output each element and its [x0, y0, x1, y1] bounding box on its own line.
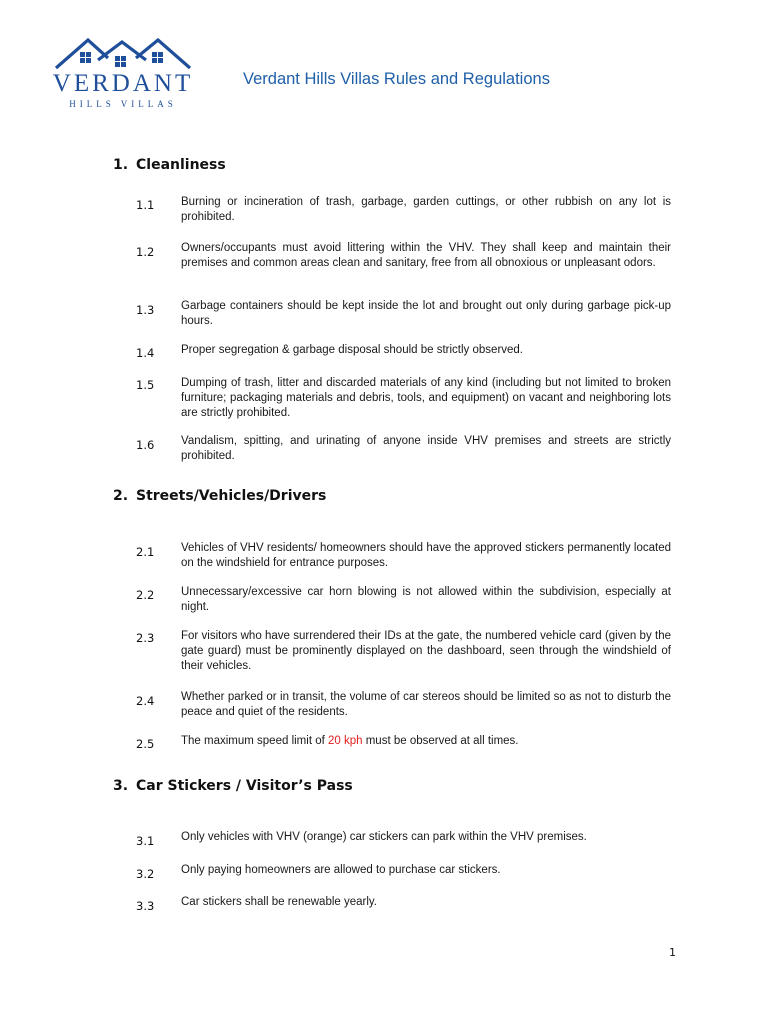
rule-text	[181, 734, 671, 749]
section-heading-streets	[113, 488, 326, 504]
section-number: 2.	[113, 488, 129, 504]
section-number: 3.	[113, 778, 129, 794]
rule-number: 1.3	[136, 303, 155, 317]
rule-text: Vehicles of VHV residents/ homeowners should have the approved stickers permanently located on the windshield for entrance purposes.	[181, 542, 671, 569]
section-heading-cleanliness	[113, 157, 226, 173]
speed-limit-highlight: 20 kph	[328, 735, 363, 747]
section-title: Car Stickers / Visitor’s Pass	[136, 778, 353, 794]
document-title: Verdant Hills Villas Rules and Regulations	[243, 70, 550, 88]
rule-text-end: must be observed at all times.	[362, 735, 519, 747]
rule-text: Only vehicles with VHV (orange) car stickers can park within the VHV premises.	[181, 831, 587, 843]
rule-number: 3.1	[136, 834, 155, 848]
rule-text: Burning or incineration of trash, garbage, garden cuttings, or other rubbish on any lot is prohibited.	[181, 196, 671, 223]
rule-number: 2.5	[136, 737, 155, 751]
section-title: Streets/Vehicles/Drivers	[136, 488, 327, 504]
rule-number: 2.1	[136, 545, 155, 559]
rule-text: Car stickers shall be renewable yearly.	[181, 896, 378, 908]
rule-number: 1.1	[136, 198, 155, 212]
rule-number: 3.3	[136, 899, 155, 913]
rule-text: Whether parked or in transit, the volume of car stereos should be limited so as not to disturb the peace and quiet of the residents.	[181, 691, 671, 718]
rule-number: 3.2	[136, 867, 155, 881]
rule-number: 2.4	[136, 694, 155, 708]
rule-text: Proper segregation & garbage disposal should be strictly observed.	[181, 344, 524, 356]
rule-number: 1.2	[136, 245, 155, 259]
rule-text-start: The maximum speed limit of	[181, 735, 328, 747]
rule-text: Garbage containers should be kept inside the lot and brought out only during garbage pick-up hours.	[181, 300, 671, 327]
rule-text: Vandalism, spitting, and urinating of anyone inside VHV premises and streets are strictly prohibited.	[181, 435, 671, 462]
houses-logo-icon	[50, 34, 198, 74]
section-title: Cleanliness	[136, 157, 226, 173]
rule-text: Owners/occupants must avoid littering within the VHV. They shall keep and maintain their premises and common areas clean and sanitary, free from all obnoxious or unpleasant odors.	[181, 242, 671, 269]
rule-text: Dumping of trash, litter and discarded materials of any kind (including but not limited to broken furniture; packaging materials and debris, tools, and equipment) on vacant and neighboring lots are strictly prohibited.	[181, 377, 671, 419]
logo-wordmark: VERDANT	[52, 70, 194, 97]
rule-text: Unnecessary/excessive car horn blowing is not allowed within the subdivision, especially at night.	[181, 586, 671, 613]
logo-subtitle: HILLS VILLAS	[69, 99, 177, 109]
page-number: 1	[669, 946, 676, 959]
rule-number: 1.5	[136, 378, 155, 392]
rule-number: 1.4	[136, 346, 155, 360]
rule-number: 2.3	[136, 631, 155, 645]
rule-number: 1.6	[136, 438, 155, 452]
rule-text: Only paying homeowners are allowed to purchase car stickers.	[181, 864, 501, 876]
section-heading-car-stickers	[113, 778, 353, 794]
rule-text: For visitors who have surrendered their IDs at the gate, the numbered vehicle card (given by the gate guard) must be prominently displayed on the dashboard, seen through the windshield of their vehicles.	[181, 630, 671, 672]
section-number: 1.	[113, 157, 129, 173]
rule-number: 2.2	[136, 588, 155, 602]
verdant-logo	[50, 34, 198, 114]
